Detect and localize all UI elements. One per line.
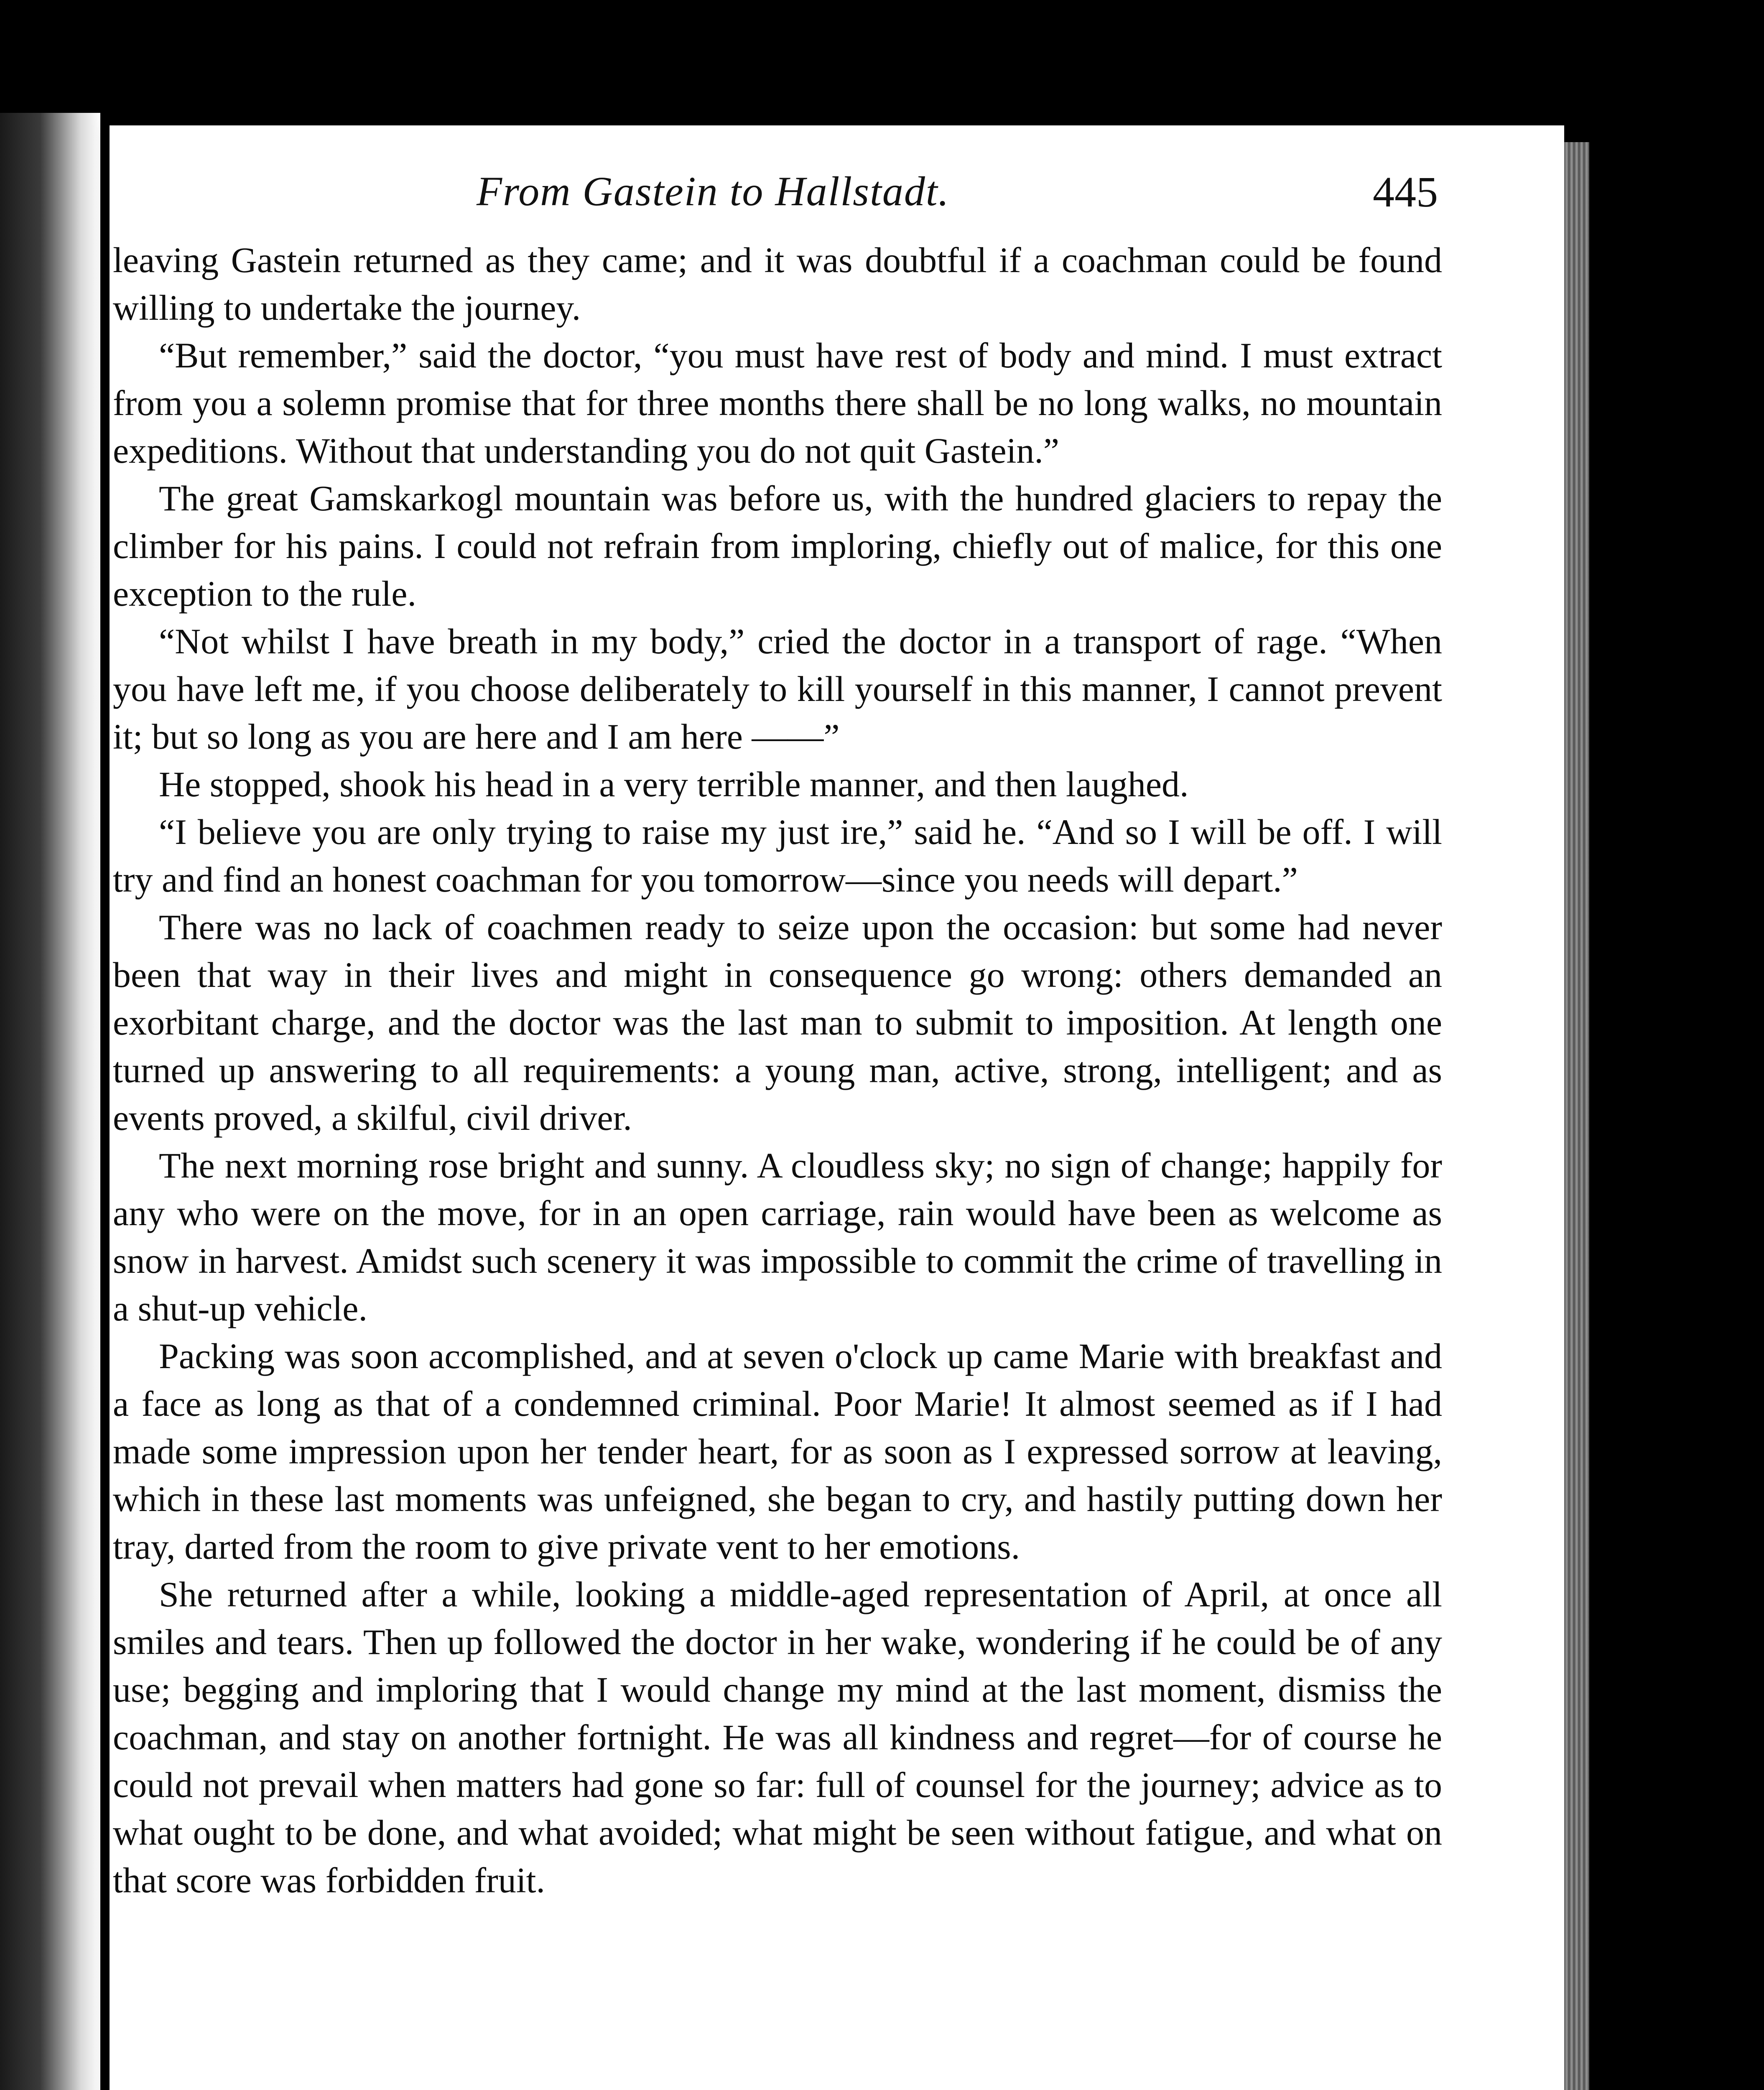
page-header [477,167,1438,226]
page-number: 445 [1373,168,1438,216]
paragraph: The next morning rose bright and sunny. A cloudless sky; no sign of change; happily for any who were on the move, for in an open carriage, rain would have been as welcome as snow in harvest. Amidst such scenery it was impossible to commit the crime of travelling in a shut-up vehicle. [113,1145,1442,1328]
paragraph: “But remember,” said the doctor, “you must have rest of body and mind. I must extract from you a solemn promise that for three months there shall be no long walks, no mountain expeditions. Without that understanding you do not quit Gastein.” [113,335,1442,471]
running-title: From Gastein to Hallstadt. [477,168,950,214]
paragraph: There was no lack of coachmen ready to seize upon the occasion: but some had never been that way in their lives and might in consequence go wrong: others demanded an exorbitant charge, and the doctor was the last man to submit to imposition. At length one turned up answering to all requirements: a young man, active, strong, intelligent; and as events proved, a skilful, civil driver. [113,907,1442,1138]
adjacent-page-edge [0,113,100,2090]
paragraph: “Not whilst I have breath in my body,” cried the doctor in a transport of rage. “When you have left me, if you choose deliberately to kill yourself in this manner, I cannot prevent it; but so long as you are here and I am here ——” [113,621,1442,757]
paragraph: He stopped, shook his head in a very terrible manner, and then laughed. [159,764,1189,804]
paragraph: The great Gamskarkogl mountain was before us, with the hundred glaciers to repay the climber for his pains. I could not refrain from imploring, chiefly out of malice, for this one exception to the rule. [113,478,1442,614]
body-text [113,236,1442,1904]
page-stack-edge [1564,142,1589,2090]
paragraph: She returned after a while, looking a middle-aged representation of April, at once all smiles and tears. Then up followed the doctor in her wake, wondering if he could be of any use; begging and imploring that I would change my mind at the last moment, dismiss the coachman, and stay on another fortnight. He was all kindness and regret—for of course he could not prevail when matters had gone so far: full of counsel for the journey; advice as to what ought to be done, and what avoided; what might be seen without fatigue, and what on that score was forbidden fruit. [113,1574,1442,1900]
paragraph: Packing was soon accomplished, and at seven o'clock up came Marie with breakfast and a face as long as that of a condemned criminal. Poor Marie! It almost seemed as if I had made some impression upon her tender heart, for as soon as I expressed sorrow at leaving, which in these last moments was unfeigned, she began to cry, and hastily putting down her tray, darted from the room to give private vent to her emotions. [113,1336,1442,1567]
paragraph: “I believe you are only trying to raise my just ire,” said he. “And so I will be off. I will try and find an honest coachman for you tomorrow—since you needs will depart.” [113,812,1442,900]
paragraph: leaving Gastein returned as they came; and it was doubtful if a coachman could be found willing to undertake the journey. [113,240,1442,328]
